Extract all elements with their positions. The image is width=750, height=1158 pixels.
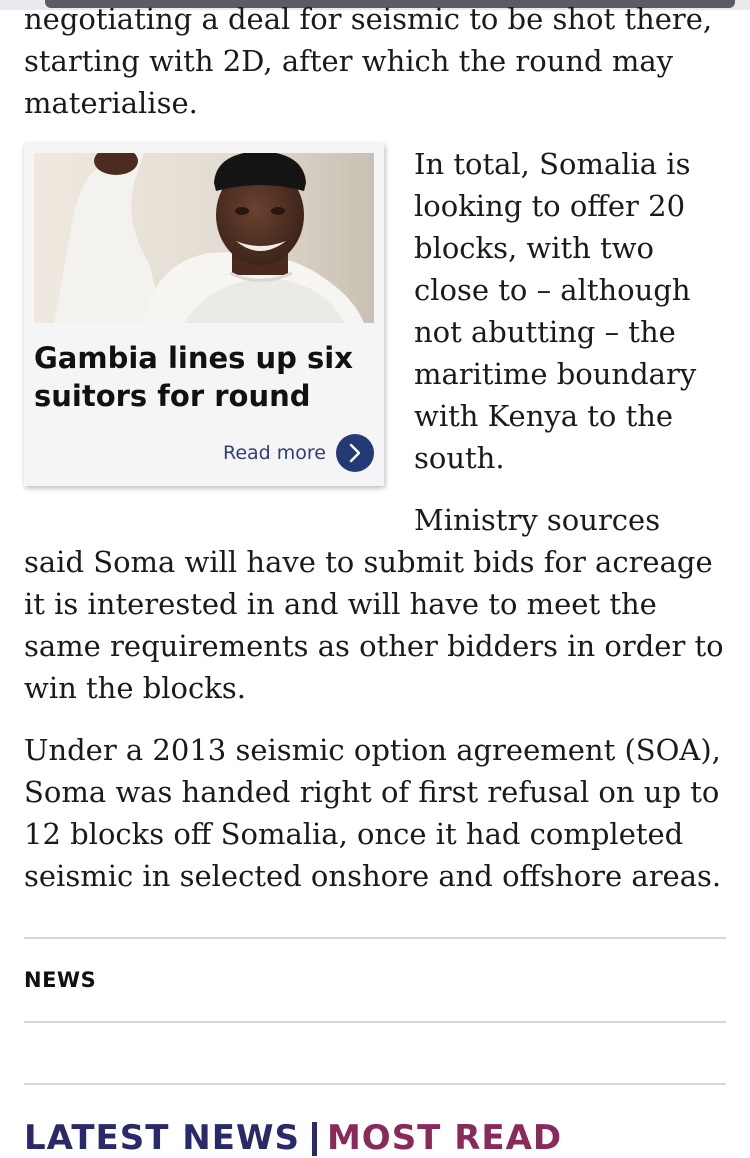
article-paragraph-2: In total, Somalia is looking to offer 20 blocks, with two close to – although not abutting – the maritime boundary with Kenya to the south. [414, 147, 697, 475]
article-paragraph-4: Under a 2013 seismic option agreement (SOA), Soma was handed right of first refusal on up to 12 blocks off Somalia, once it had completed seismic in selected onshore and offshore areas. [24, 733, 722, 893]
related-article-photo[interactable] [34, 153, 374, 323]
tab-latest-news[interactable]: LATEST NEWS [24, 1118, 300, 1158]
read-more-label[interactable]: Read more [223, 442, 326, 464]
section-label-news[interactable]: NEWS [24, 968, 97, 992]
divider-middle [24, 1021, 726, 1023]
article-paragraph-1: negotiating a deal for seismic to be shot there, starting with 2D, after which the round may materialise. [24, 2, 713, 120]
divider-bottom [24, 1083, 726, 1085]
tab-most-read[interactable]: MOST READ [326, 1118, 563, 1158]
related-article-title[interactable]: Gambia lines up six suitors for round [34, 341, 353, 413]
tab-separator [312, 1122, 317, 1156]
divider-top [24, 937, 726, 939]
chevron-right-icon[interactable] [336, 434, 374, 472]
related-article-card[interactable] [24, 143, 384, 486]
news-tabs [24, 1118, 562, 1158]
read-more-link[interactable] [223, 434, 374, 472]
article-paragraph-3 [24, 499, 726, 709]
article-paragraph-3-text: Ministry sources said Soma will have to submit bids for acreage it is interested in and will have to meet the same requirements as other bidders in order to win the blocks. [24, 503, 724, 705]
